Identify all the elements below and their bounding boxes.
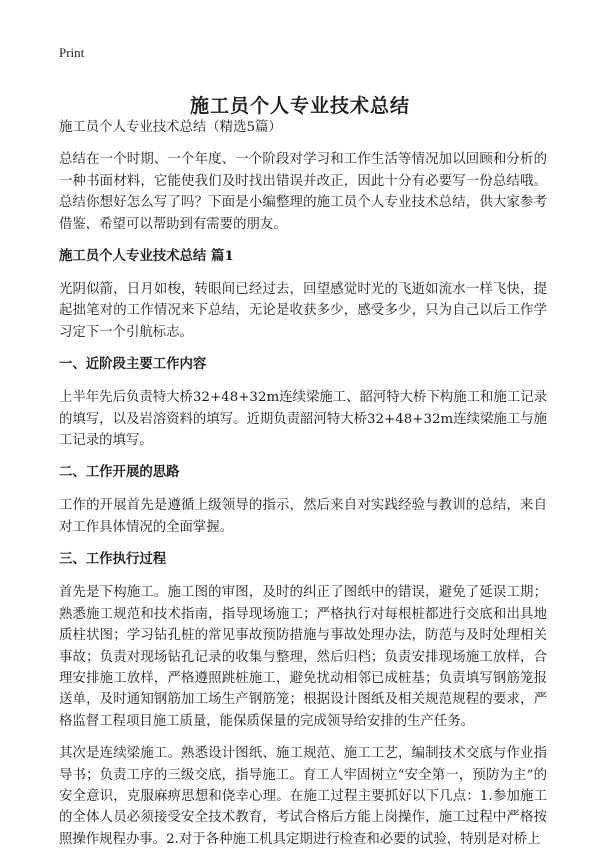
article-heading: 施工员个人专业技术总结 篇1: [59, 248, 234, 265]
print-link[interactable]: Print: [59, 45, 85, 60]
section3-paragraph-1: 首先是下构施工。施工图的审图，及时的纠正了图纸中的错误，避免了延误工期；熟悉施工规范和技术指南，指导现场施工；严格执行对每根桩都进行交底和出具地质柱状图；学习钻孔桩的常见事故预防措施与事故处理办法，防范与及时处理相关事故；负责对现场钻孔记录的收集与整理，然后归档；负责安排现场施工放样，合理安排施工放样，严格遵照跳桩施工，避免扰动相邻已成桩基；负责填写钢筋笼报送单，及时通知钢筋加工场生产钢筋笼；根据设计图纸及相关规范规程的要求，严格监督工程项目施工质量，能保质保量的完成领导给安排的生产任务。: [59, 585, 547, 729]
page-title: 施工员个人专业技术总结: [189, 94, 410, 117]
section1-heading: 一、近阶段主要工作内容: [59, 356, 207, 373]
section1-paragraph: 上半年先后负责特大桥32+48+32m连续梁施工、韶河特大桥下构施工和施工记录的填写，以及岩溶资料的填写。近期负责韶河特大桥32+48+32m连续梁施工与施工记录的填写。: [59, 390, 547, 449]
section3-heading: 三、工作执行过程: [59, 551, 167, 568]
section3-paragraph-2: 其次是连续梁施工。熟悉设计图纸、施工规范、施工工艺，编制技术交底与作业指导书；负责工序的三级交底，指导施工。育工人牢固树立“安全第一，预防为主”的安全意识，克服麻痹思想和侥幸心理。在施工过程主要抓好以下几点：1.参加施工的全体人员必须接受安全技术教育，考试合格后方能上岗操作，施工过程中严格按照操作规程办事。2.对于各种施工机具定期进行检查和必要的试验，特别是对桥上: [59, 746, 547, 847]
document-subtitle: 施工员个人专业技术总结（精选5篇）: [59, 120, 282, 135]
article-intro-paragraph: 光阴似箭，日月如梭，转眼间已经过去，回望感觉时光的飞逝如流水一样飞快，提起拙笔对的工作情况来下总结，无论是收获多少，感受多少，只为自己以后工作学习定下一个引航标志。: [59, 282, 547, 340]
document-body: [59, 117, 547, 861]
intro-paragraph: 总结在一个时期、一个年度、一个阶段对学习和工作生活等情况加以回顾和分析的一种书面材料，它能使我们及时找出错误并改正，因此十分有必要写一份总结哦。总结你想好怎么写了吗？下面是小编整理的施工员个人专业技术总结，供大家参考借鉴，希望可以帮助到有需要的朋友。: [59, 152, 547, 232]
section2-paragraph: 工作的开展首先是遵循上级领导的指示，然后来自对实践经验与教训的总结，来自对工作具体情况的全面掌握。: [59, 498, 547, 535]
section2-heading: 二、工作开展的思路: [59, 464, 180, 481]
